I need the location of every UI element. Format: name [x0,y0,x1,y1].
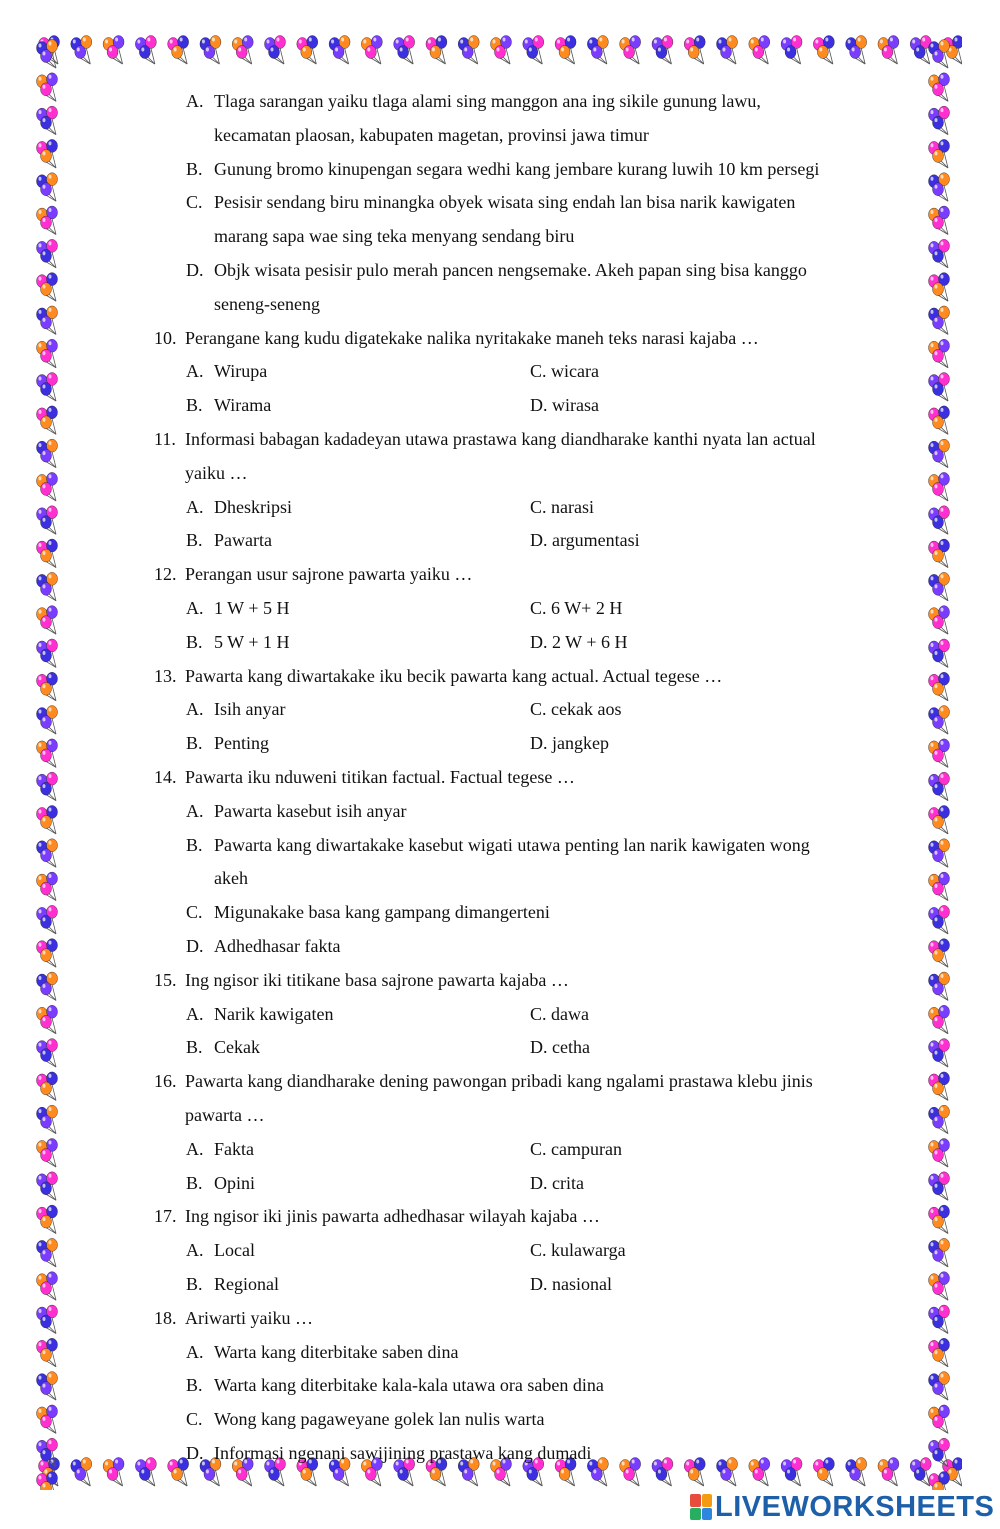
question-number: 16. [154,1071,177,1092]
option-letter: D. [530,530,548,551]
option-letter: B. [186,395,203,416]
option-item [530,1239,626,1261]
liveworksheets-wordmark: LIVEWORKSHEETS [715,1490,995,1523]
option-item [530,529,640,551]
option-text: Wirama [214,395,272,416]
option-letter: B. [186,631,203,652]
option-letter: A. [186,91,204,111]
question-stem: Informasi babagan kadadeyan utawa prastawa kang diandharake kanthi nyata lan actual [185,429,816,449]
option-text: Pawarta kasebut isih anyar [214,800,407,821]
option-letter: C. [530,699,547,720]
option-text: wicara [551,361,599,382]
option-item [530,1172,584,1194]
option-text: jangkep [552,733,609,754]
badge-cell [702,1494,713,1507]
option-text: Narik kawigaten [214,1003,334,1024]
option-text: akeh [214,868,248,889]
question-stem: Ing ngisor iki titikane basa sajrone pawarta kajaba … [185,969,569,990]
option-text: 2 W + 6 H [552,631,628,652]
question-stem: Pawarta kang diandharake dening pawongan pribadi kang ngalami prastawa klebu jinis [185,1071,813,1092]
option-item [530,597,622,619]
option-item [530,1273,612,1295]
option-item [530,1036,590,1058]
option-text: crita [552,1172,584,1193]
option-text: kulawarga [551,1240,626,1261]
option-item [530,360,599,382]
question-stem: Perangane kang kudu digatekake nalika nyritakake maneh teks narasi kajaba … [185,327,759,348]
option-letter: D. [530,1274,548,1294]
option-letter: A. [186,1138,204,1159]
option-letter: C. [530,1240,547,1261]
option-text: Isih anyar [214,699,286,720]
question-stem: yaiku … [185,462,248,483]
liveworksheets-logo [690,1490,994,1524]
option-letter: C. [530,361,547,382]
option-text: cekak aos [551,699,622,720]
option-text: Cekak [214,1037,260,1058]
option-text: Informasi ngenani sawijining prastawa kang dumadi [214,1443,592,1463]
option-item [530,631,628,653]
option-text: Wong kang pagaweyane golek lan nulis warta [214,1409,545,1430]
option-letter: B. [186,1037,203,1058]
option-letter: C. [530,1138,547,1159]
option-letter: B. [186,1172,203,1193]
option-item [530,1003,589,1025]
option-text: Wirupa [214,361,268,382]
question-number: 11. [154,429,176,449]
option-text: dawa [551,1003,589,1024]
option-text: campuran [551,1138,622,1159]
option-text: 1 W + 5 H [214,598,290,618]
question-stem: Pawarta iku nduweni titikan factual. Factual tegese … [185,767,575,787]
option-letter: A. [186,496,204,517]
option-letter: B. [186,530,203,551]
option-text: Pesisir sendang biru minangka obyek wisata sing endah lan bisa narik kawigaten [214,192,796,213]
option-letter: B. [186,1375,203,1396]
option-letter: D. [530,1037,548,1058]
question-stem: pawarta … [185,1105,265,1125]
option-item [530,698,621,720]
option-text: Warta kang diterbitake saben dina [214,1341,459,1362]
question-number: 18. [154,1307,177,1328]
option-text: marang sapa wae sing teka menyang sendang biru [214,226,575,247]
option-text: Dheskripsi [214,496,292,517]
option-text: kecamatan plaosan, kabupaten magetan, provinsi jawa timur [214,124,649,145]
option-letter: A. [186,699,204,720]
option-text: nasional [552,1274,612,1294]
question-stem: Pawarta kang diwartakake iku becik pawarta kang actual. Actual tegese … [185,665,723,686]
option-letter: B. [186,1274,203,1294]
option-letter: C. [530,496,547,517]
option-letter: D. [530,395,548,416]
option-letter: A. [186,800,204,821]
option-text: Objk wisata pesisir pulo merah pancen nengsemake. Akeh papan sing bisa kanggo [214,260,807,280]
option-letter: C. [186,902,203,923]
question-number: 17. [154,1206,177,1227]
balloon-cluster-icon [37,1472,58,1491]
question-stem: Ing ngisor iki jinis pawarta adhedhasar wilayah kajaba … [185,1206,600,1227]
badge-cell [690,1494,701,1507]
option-item [530,394,599,416]
question-number: 12. [154,564,177,585]
option-letter: A. [186,1240,204,1261]
option-letter: A. [186,598,204,618]
option-letter: B. [186,733,203,754]
option-letter: D. [186,936,204,956]
option-text: Regional [214,1274,279,1294]
option-text: Fakta [214,1138,254,1159]
option-text: Local [214,1240,255,1261]
option-text: Opini [214,1172,256,1193]
option-letter: C. [186,1409,203,1430]
option-letter: B. [186,158,203,179]
option-item [530,732,609,754]
option-text: narasi [551,496,594,517]
option-text: 5 W + 1 H [214,631,290,652]
option-item [530,496,594,518]
option-text: Gunung bromo kinupengan segara wedhi kang jembare kurang luwih 10 km persegi [214,158,820,179]
question-number: 10. [154,327,177,348]
option-text: Pawarta kang diwartakake kasebut wigati utawa penting lan narik kawigaten wong [214,834,810,855]
option-letter: C. [186,192,203,213]
option-text: Adhedhasar fakta [214,936,341,956]
question-number: 13. [154,665,177,686]
balloon-cluster-icon [929,1472,950,1491]
badge-cell [690,1508,701,1521]
option-text: Pawarta [214,530,272,551]
question-number: 15. [154,969,177,990]
option-letter: A. [186,1341,204,1362]
question-stem: Perangan usur sajrone pawarta yaiku … [185,564,473,585]
option-letter: B. [186,834,203,855]
option-item [530,1138,622,1160]
option-letter: D. [530,1172,548,1193]
option-letter: C. [530,598,547,618]
question-stem: Ariwarti yaiku … [185,1307,313,1328]
option-text: Penting [214,733,270,754]
option-text: argumentasi [552,530,640,551]
option-letter: D. [530,631,548,652]
option-letter: D. [530,733,548,754]
option-text: Tlaga sarangan yaiku tlaga alami sing manggon ana ing sikile gunung lawu, [214,91,761,111]
option-text: 6 W+ 2 H [551,598,623,618]
option-letter: D. [186,1443,204,1463]
option-letter: D. [186,260,204,280]
question-number: 14. [154,767,177,787]
liveworksheets-badge-icon [690,1494,712,1520]
option-letter: C. [530,1003,547,1024]
option-text: Warta kang diterbitake kala-kala utawa ora saben dina [214,1375,604,1396]
option-text: cetha [552,1037,590,1058]
option-letter: A. [186,361,204,382]
option-text: wirasa [552,395,599,416]
badge-cell [702,1508,713,1521]
option-text: Migunakake basa kang gampang dimangerteni [214,902,550,923]
option-letter: A. [186,1003,204,1024]
option-text: seneng-seneng [214,293,320,314]
